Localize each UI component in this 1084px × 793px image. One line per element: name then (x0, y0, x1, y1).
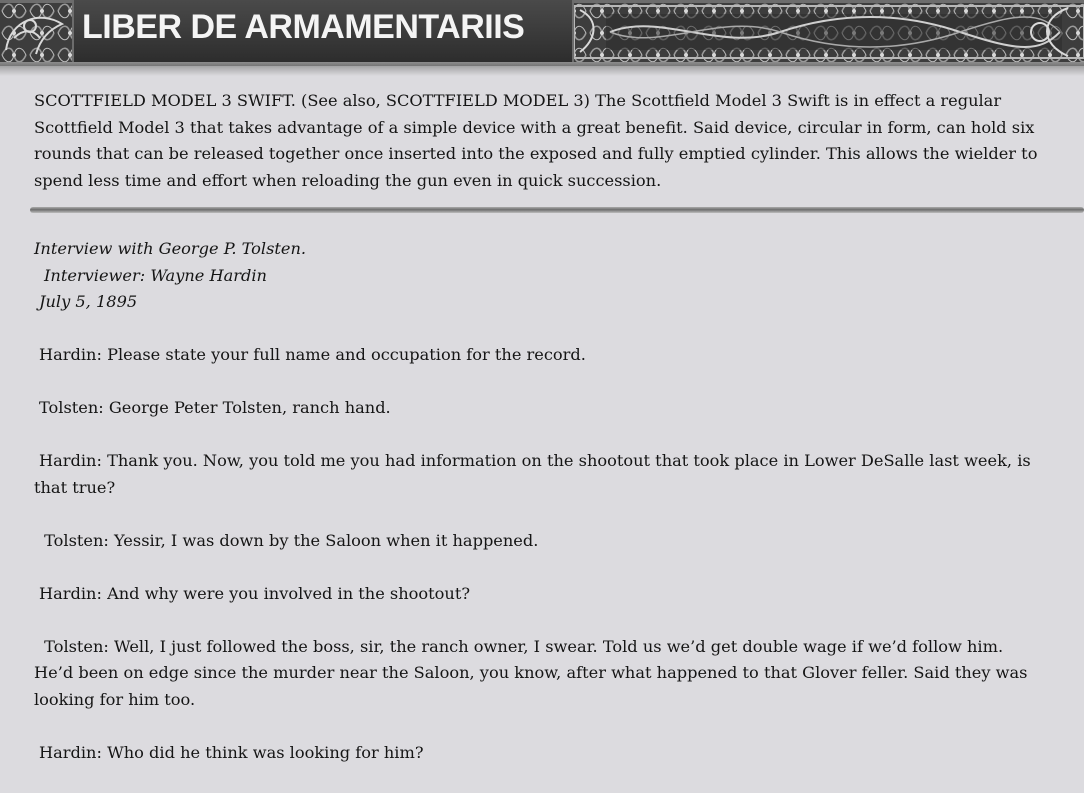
interview-heading: Interview with George P. Tolsten. (34, 239, 307, 258)
transcript-line: Hardin: Who did he think was looking for him? (39, 742, 424, 762)
transcript-line: Tolsten: Well, I just followed the boss, sir, the ranch owner, I swear. Told us we’d get double wage if we’d follow him. He’d been on edge since the murder near the Saloon, you know, after what happened to that Glover feller. Said they was looking for him too. (34, 636, 1033, 709)
section-divider (30, 207, 1084, 213)
title-plate (72, 0, 574, 62)
page-title: LIBER DE ARMAMENTARIIS (82, 8, 525, 46)
banner-shadow (0, 62, 1084, 76)
interview-transcript (34, 236, 1044, 766)
transcript-line: Tolsten: George Peter Tolsten, ranch hand. (39, 398, 391, 417)
weapon-entry-text: SCOTTFIELD MODEL 3 SWIFT. (See also, SCOTTFIELD MODEL 3) The Scottfield Model 3 Swift is in effect a regular Scottfield Model 3 that takes advantage of a simple device with a great benefit. Said device, circular in form, can hold six rounds that can be released together once inserted into the exposed and fully emptied cylinder. This allows the wielder to spend less time and effort when reloading the gun even in quick succession. (34, 91, 1038, 190)
transcript-line: Tolsten: Yessir, I was down by the Saloon when it happened. (39, 530, 539, 550)
transcript-line: Hardin: And why were you involved in the shootout? (39, 583, 471, 603)
interviewer-line: Interviewer: Wayne Hardin (44, 265, 267, 285)
transcript-line: Hardin: Thank you. Now, you told me you had information on the shootout that took place in Lower DeSalle last week, is that true? (34, 451, 1031, 497)
interview-date: July 5, 1895 (39, 292, 138, 311)
header-banner (0, 0, 1084, 66)
transcript-line: Hardin: Please state your full name and occupation for the record. (39, 345, 586, 364)
